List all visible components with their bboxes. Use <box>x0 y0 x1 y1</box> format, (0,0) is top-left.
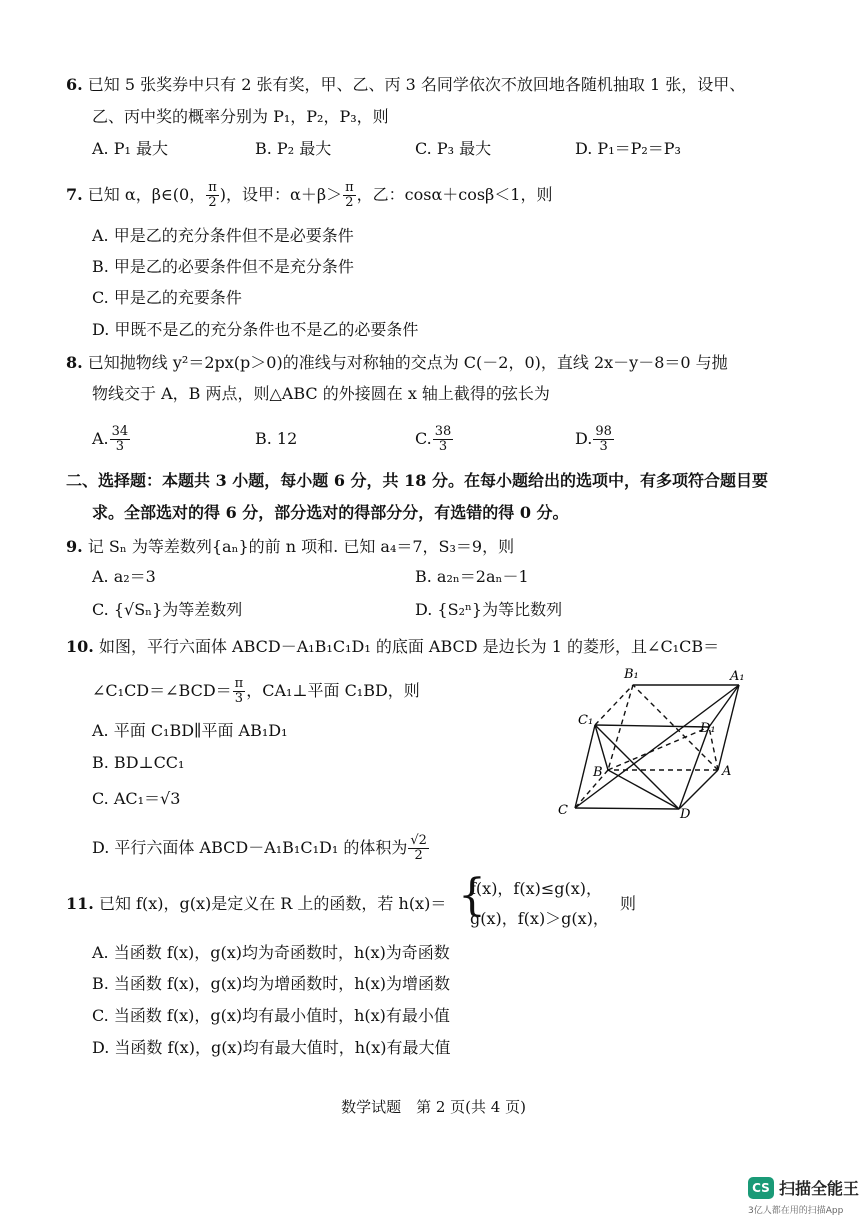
parallelepiped-figure <box>548 662 758 822</box>
q9-option-a: A. a₂＝3 <box>92 567 156 586</box>
q10-d-fraction <box>408 834 429 863</box>
q7-option-a: A. 甲是乙的充分条件但不是必要条件 <box>92 226 354 245</box>
q10-option-d <box>92 834 430 863</box>
label-a1: A₁ <box>730 669 745 684</box>
q6-option-b: B. P₂ 最大 <box>255 139 332 158</box>
q9-number: 9. <box>66 537 83 556</box>
q6-line1 <box>66 74 745 96</box>
q7-stem-a: 已知 α，β∈ <box>87 185 173 204</box>
q10-stem-2a: ∠C₁CD＝∠BCD＝ <box>92 681 232 700</box>
q8-d-den: 3 <box>593 439 614 454</box>
q7-number: 7. <box>66 185 83 204</box>
q11-case1: f(x)，f(x)≤g(x)， <box>470 879 603 898</box>
q6-option-a: A. P₁ 最大 <box>92 139 168 158</box>
q11-line1 <box>66 893 446 915</box>
q10-stem-2b: ，CA₁⊥平面 C₁BD，则 <box>246 681 420 700</box>
label-d: D <box>680 807 691 822</box>
q8-a-den: 3 <box>110 439 131 454</box>
q10-option-b: B. BD⊥CC₁ <box>92 753 185 772</box>
q7-fraction-2 <box>343 181 356 210</box>
edge-d1-c1 <box>595 725 709 727</box>
q9-option-b: B. a₂ₙ＝2aₙ－1 <box>415 567 529 586</box>
q8-option-b: B. 12 <box>255 429 298 448</box>
q11-option-b: B. 当函数 f(x)，g(x)均为增函数时，h(x)为增函数 <box>92 974 451 993</box>
q8-a-label: A. <box>92 429 109 448</box>
q7-frac1-num: π <box>208 180 217 195</box>
q6-stem-1: 已知 5 张奖券中只有 2 张有奖，甲、乙、丙 3 名同学依次不放回地各随机抽取 1 张，设甲、 <box>87 75 746 94</box>
q7-option-c: C. 甲是乙的充要条件 <box>92 288 242 307</box>
edge-c-d <box>575 808 679 809</box>
q11-stem-b: 则 <box>620 894 637 913</box>
q11-option-d: D. 当函数 f(x)，g(x)均有最大值时，h(x)有最大值 <box>92 1038 451 1057</box>
line-b-d1 <box>608 727 709 770</box>
scanner-tagline: 3亿人都在用的扫描App <box>748 1206 844 1216</box>
label-a: A <box>722 764 732 779</box>
q8-option-c <box>415 425 454 454</box>
q8-number: 8. <box>66 353 83 372</box>
scanner-app-name: 扫描全能王 <box>779 1179 860 1198</box>
q11-stem-a: 已知 f(x)，g(x)是定义在 R 上的函数，若 h(x)＝ <box>98 894 447 913</box>
page-footer: 数学试题 第 2 页(共 4 页) <box>341 1098 526 1116</box>
q8-a-num: 34 <box>111 424 129 439</box>
q8-line2: 物线交于 A，B 两点，则△ABC 的外接圆在 x 轴上截得的弦长为 <box>92 384 550 403</box>
label-c1: C₁ <box>578 713 594 728</box>
q8-d-fraction <box>593 425 614 454</box>
q10-d-num: √2 <box>410 833 427 848</box>
label-d1: D₁ <box>700 721 716 736</box>
q8-stem-1: 已知抛物线 y²＝2px(p＞0)的准线与对称轴的交点为 C(－2，0)，直线 2x－y－8＝0 与抛 <box>87 353 728 372</box>
q7-frac2-num: π <box>345 180 354 195</box>
q8-d-label: D. <box>575 429 593 448</box>
q10-number: 10. <box>66 637 94 656</box>
edge-d1-d <box>679 727 709 809</box>
q9-option-c: C. {√Sₙ}为等差数列 <box>92 600 243 619</box>
q6-number: 6. <box>66 75 83 94</box>
q9-line1 <box>66 536 514 558</box>
section2-line1: 二、选择题：本题共 3 小题，每小题 6 分，共 18 分。在每小题给出的选项中，有多项符合题目要 <box>66 471 768 490</box>
q8-c-den: 3 <box>433 439 454 454</box>
q10-fraction <box>233 677 246 706</box>
q8-line1 <box>66 352 728 374</box>
q10-option-a: A. 平面 C₁BD∥平面 AB₁D₁ <box>92 721 288 740</box>
q10-stem-1: 如图，平行六面体 ABCD－A₁B₁C₁D₁ 的底面 ABCD 是边长为 1 的菱形，且∠C₁CB＝ <box>98 637 720 656</box>
q9-stem: 记 Sₙ 为等差数列{aₙ}的前 n 项和. 已知 a₄＝7，S₃＝9，则 <box>87 537 515 556</box>
q11-number: 11. <box>66 894 94 913</box>
q7-option-d: D. 甲既不是乙的充分条件也不是乙的必要条件 <box>92 320 419 339</box>
q7-fraction-1 <box>206 181 219 210</box>
label-b1: B₁ <box>624 667 639 682</box>
q6-line2: 乙、丙中奖的概率分别为 P₁，P₂，P₃，则 <box>92 107 389 126</box>
q8-c-num: 38 <box>434 424 452 439</box>
q7-paren-left: (0， <box>172 185 206 204</box>
q10-line2 <box>92 677 420 706</box>
q8-d-num: 98 <box>595 424 612 439</box>
q11-option-c: C. 当函数 f(x)，g(x)均有最小值时，h(x)有最小值 <box>92 1006 450 1025</box>
q10-d-den: 2 <box>408 848 429 863</box>
scanner-watermark <box>748 1173 860 1219</box>
q10-frac-num: π <box>234 676 244 691</box>
q10-line1 <box>66 636 719 658</box>
edge-d-a <box>679 770 718 809</box>
q10-option-c: C. AC₁＝√3 <box>92 789 181 808</box>
label-b: B <box>593 765 603 780</box>
q11-option-a: A. 当函数 f(x)，g(x)均为奇函数时，h(x)为奇函数 <box>92 943 450 962</box>
q9-option-d: D. {S₂ⁿ}为等比数列 <box>415 600 563 619</box>
q10-frac-den: 3 <box>233 691 246 706</box>
q7-frac2-den: 2 <box>343 195 356 210</box>
q8-option-d <box>575 425 615 454</box>
q7-frac1-den: 2 <box>206 195 219 210</box>
q6-option-c: C. P₃ 最大 <box>415 139 492 158</box>
q6-option-d: D. P₁＝P₂＝P₃ <box>575 139 681 158</box>
q8-option-a <box>92 425 131 454</box>
q7-paren-right: ) <box>219 185 227 204</box>
q10-d-text: D. 平行六面体 ABCD－A₁B₁C₁D₁ 的体积为 <box>92 838 408 857</box>
section2-line2: 求。全部选对的得 6 分，部分选对的得部分分，有选错的得 0 分。 <box>92 503 569 522</box>
label-c: C <box>558 803 568 818</box>
q7-line1 <box>66 181 553 210</box>
q8-c-fraction <box>433 425 454 454</box>
line-c-a1 <box>575 685 739 808</box>
q8-c-label: C. <box>415 429 432 448</box>
q7-stem-c: ，乙：cosα＋cosβ＜1，则 <box>356 185 553 204</box>
q7-stem-b: ，设甲：α＋β＞ <box>226 185 343 204</box>
q11-case2: g(x)，f(x)＞g(x)， <box>470 909 609 928</box>
q7-option-b: B. 甲是乙的必要条件但不是充分条件 <box>92 257 354 276</box>
q11-brace: { <box>458 870 486 921</box>
q8-a-fraction <box>110 425 131 454</box>
cs-logo-icon: CS <box>748 1177 774 1199</box>
